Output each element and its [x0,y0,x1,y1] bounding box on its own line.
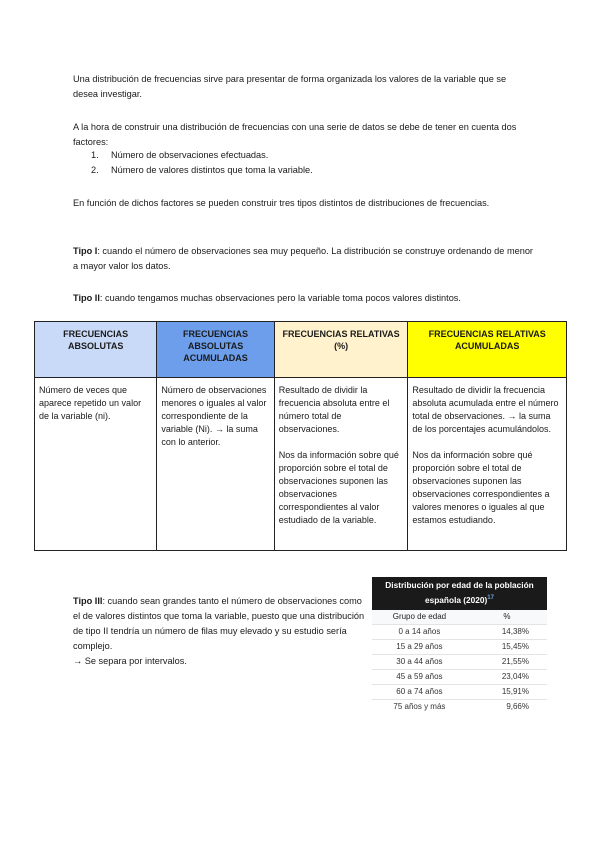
list-number: 2. [91,165,99,175]
cell-text: Resultado de dividir la frecuencia absoluta entre el número total de observaciones. [278,385,390,434]
tipo1-label: Tipo I [73,246,98,256]
tipo3-paragraph [73,594,365,669]
header-frec-absolutas-acumuladas: FRECUENCIAS ABSOLUTAS ACUMULADAS [157,322,274,378]
frequency-table [34,321,567,551]
age-group: 75 años y más [372,699,467,714]
list-text: Número de observaciones efectuadas. [111,150,269,160]
age-group: 45 a 59 años [372,669,467,684]
table-row [372,669,547,684]
tipo1-paragraph [73,244,533,274]
age-group: 30 a 44 años [372,654,467,669]
age-percent: 14,38% [467,624,547,639]
table-cell [408,378,567,551]
cell-text: Resultado de dividir la frecuencia absoluta acumulada entre el número total de observaciones. → la suma de los porcentajes acumulándolos. [412,385,559,434]
table-cell [157,378,274,551]
list-item [73,163,313,178]
table-row [372,624,547,639]
tipo3-text: : cuando sean grandes tanto el número de observaciones como el de valores distintos que toma la variable, puesto que una distribución de tipo II tendría un número de filas muy elevado y su estudio sería complejo. [73,596,365,651]
age-percent: 9,66% [467,699,547,714]
population-table [372,577,547,714]
col-grupo-edad: Grupo de edad [372,610,467,625]
list-item [73,148,313,163]
tipo3-label: Tipo III [73,596,103,606]
list-text: Número de valores distintos que toma la variable. [111,165,313,175]
tipo2-text: : cuando tengamos muchas observaciones pero la variable toma pocos valores distintos. [99,293,461,303]
table-cell [35,378,157,551]
cell-text: Número de observaciones menores o iguales al valor correspondiente de la variable (Ni). → la suma con lo anterior. [161,385,267,447]
age-percent: 15,91% [467,684,547,699]
caption-text: Distribución por edad de la población española (2020) [385,580,534,605]
age-group: 15 a 29 años [372,639,467,654]
age-percent: 21,55% [467,654,547,669]
table-cell [274,378,408,551]
caption-reference[interactable]: 17 [487,595,494,601]
age-percent: 23,04% [467,669,547,684]
header-frec-relativas-acumuladas: FRECUENCIAS RELATIVAS ACUMULADAS [408,322,567,378]
age-group: 0 a 14 años [372,624,467,639]
header-frec-absolutas: FRECUENCIAS ABSOLUTAS [35,322,157,378]
age-percent: 15,45% [467,639,547,654]
table-header-row [35,322,567,378]
tipo2-paragraph [73,291,553,306]
age-group: 60 a 74 años [372,684,467,699]
cell-text-secondary: Nos da información sobre qué proporción sobre el total de observaciones suponen las observaciones correspondientes al valor estudiado de la variable. [278,450,399,525]
intro-paragraph-2: A la hora de construir una distribución de frecuencias con una serie de datos se debe de tener en cuenta dos factores: [73,122,517,147]
intro-paragraph-1: Una distribución de frecuencias sirve para presentar de forma organizada los valores de la variable que se desea investigar. [73,74,507,99]
tipo3-arrow-line: → Se separa por intervalos. [73,656,187,666]
intro-paragraph-3: En función de dichos factores se pueden construir tres tipos distintos de distribuciones de frecuencias. [73,198,490,208]
cell-text: Número de veces que aparece repetido un valor de la variable (ni). [39,385,142,421]
list-number: 1. [91,150,99,160]
population-header-row [372,610,547,625]
factors-list [73,148,313,178]
table-row [372,654,547,669]
header-frec-relativas: FRECUENCIAS RELATIVAS (%) [274,322,408,378]
cell-text-secondary: Nos da información sobre qué proporción sobre el total de observaciones suponen las observaciones correspondientes a valores menores o iguales al que estamos estudiando. [412,450,550,525]
table-row [372,684,547,699]
col-percent: % [467,610,547,625]
tipo1-text: : cuando el número de observaciones sea muy pequeño. La distribución se construye ordenando de menor a mayor valor los datos. [73,246,533,271]
population-table-caption [372,577,547,610]
table-row [372,639,547,654]
table-row [372,699,547,714]
tipo2-label: Tipo II [73,293,100,303]
table-row [35,378,567,551]
